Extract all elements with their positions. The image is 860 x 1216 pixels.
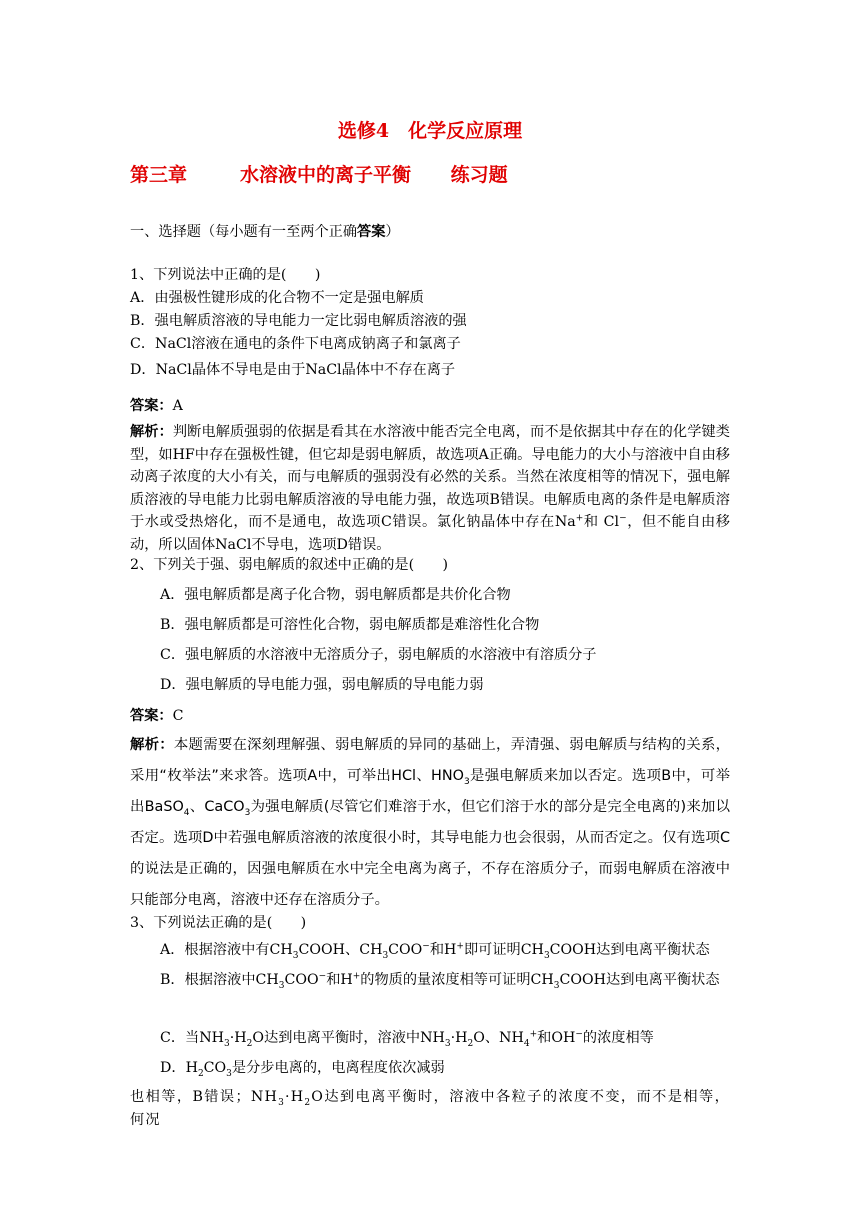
q1-explanation: 解析：判断电解质强弱的依据是看其在水溶液中能否完全电离，而不是依据其中存在的化学键类型，如HF中存在强极性键，但它却是弱电解质，故选项A正确。导电能力的大小与溶液中自由移动离子浓度的大小有关，而与电解质的强弱没有必然的关系。当然在浓度相等的情况下，强电解质溶液的导电能力比弱电解质溶液的导电能力强，故选项B错误。电解质电离的条件是电解质溶于水或受热熔化，而不是通电，故选项C错误。氯化钠晶体中存在Na+和 Cl−，但不能自由移动，所以固体NaCl不导电，选项D错误。 [130,424,730,553]
q3-option-c: C．当$NH_3\cdot H_2O$达到电离平衡时，溶液中$NH_3\cdot H_2O$、$NH_4^+$和OH−的浓度相等 [160,1029,654,1049]
q1-option-a: A．由强极性键形成的化合物不一定是强电解质 [130,290,424,306]
q2-option-b: B．强电解质都是可溶性化合物，弱电解质都是难溶性化合物 [160,617,540,633]
q3-explanation-fragment: 也相等，B错误；$NH_3\cdot H_2O$达到电离平衡时，溶液中各粒子的浓度不变，而不是相等，何况 [130,1089,730,1128]
q1-stem: 1、下列说法中正确的是( ) [130,267,321,283]
q2-option-d: D．强电解质的导电能力强，弱电解质的导电能力弱 [160,677,484,693]
chapter-number: 第三章 [130,164,188,186]
q2-stem: 2、下列关于强、弱电解质的叙述中正确的是( ) [130,557,449,573]
q1-answer: 答案：A [130,398,183,414]
q2-answer: 答案：C [130,708,184,724]
q1-option-d: D．NaCl晶体不导电是由于NaCl晶体中不存在离子 [130,362,456,378]
chapter-subtitle: 练习题 [450,164,508,186]
q2-option-a: A．强电解质都是离子化合物，弱电解质都是共价化合物 [160,587,511,603]
q1-option-c: C．NaCl溶液在通电的条件下电离成钠离子和氯离子 [130,336,461,352]
q2-option-c: C．强电解质的水溶液中无溶质分子，弱电解质的水溶液中有溶质分子 [160,647,597,663]
q1-option-b: B．强电解质溶液的导电能力一定比弱电解质溶液的强 [130,313,467,329]
chapter-title: 水溶液中的离子平衡 [239,164,411,186]
q2-explanation: 解析：本题需要在深刻理解强、弱电解质的异同的基础上，弄清强、弱电解质与结构的关系，采用“枚举法”来求答。选项A中，可举出HCl、$HNO_3$是强电解质来加以否定。选项B中，可举出BaSO$_4$、CaCO$_3$为强电解质(尽管它们难溶于水，但它们溶于水的部分是完全电离的)来加以否定。选项D中若强电解质溶液的浓度很小时，其导电能力也会很弱，从而否定之。仅有选项C的说法是正确的，因强电解质在水中完全电离为离子，不存在溶质分子，而弱电解质在溶液中只能部分电离，溶液中还存在溶质分子。 [130,737,731,908]
q3-option-a: A．根据溶液中有$CH_3COOH$、$CH_3COO^-$和H+即可证明$CH_3COOH$达到电离平衡状态 [160,941,710,961]
q3-option-d: D．$H_2CO_3$是分步电离的，电离程度依次减弱 [160,1060,445,1079]
chapter-heading [130,160,508,187]
document-title: 选修4 化学反应原理 [337,120,523,142]
q3-stem: 3、下列说法正确的是( ) [130,915,307,931]
section-heading: 一、选择题（每小题有一至两个正确答案） [130,224,400,240]
q3-option-b: B．根据溶液中$CH_3COO^-$和H+的物质的量浓度相等可证明$CH_3COOH$达到电离平衡状态 [160,971,720,991]
